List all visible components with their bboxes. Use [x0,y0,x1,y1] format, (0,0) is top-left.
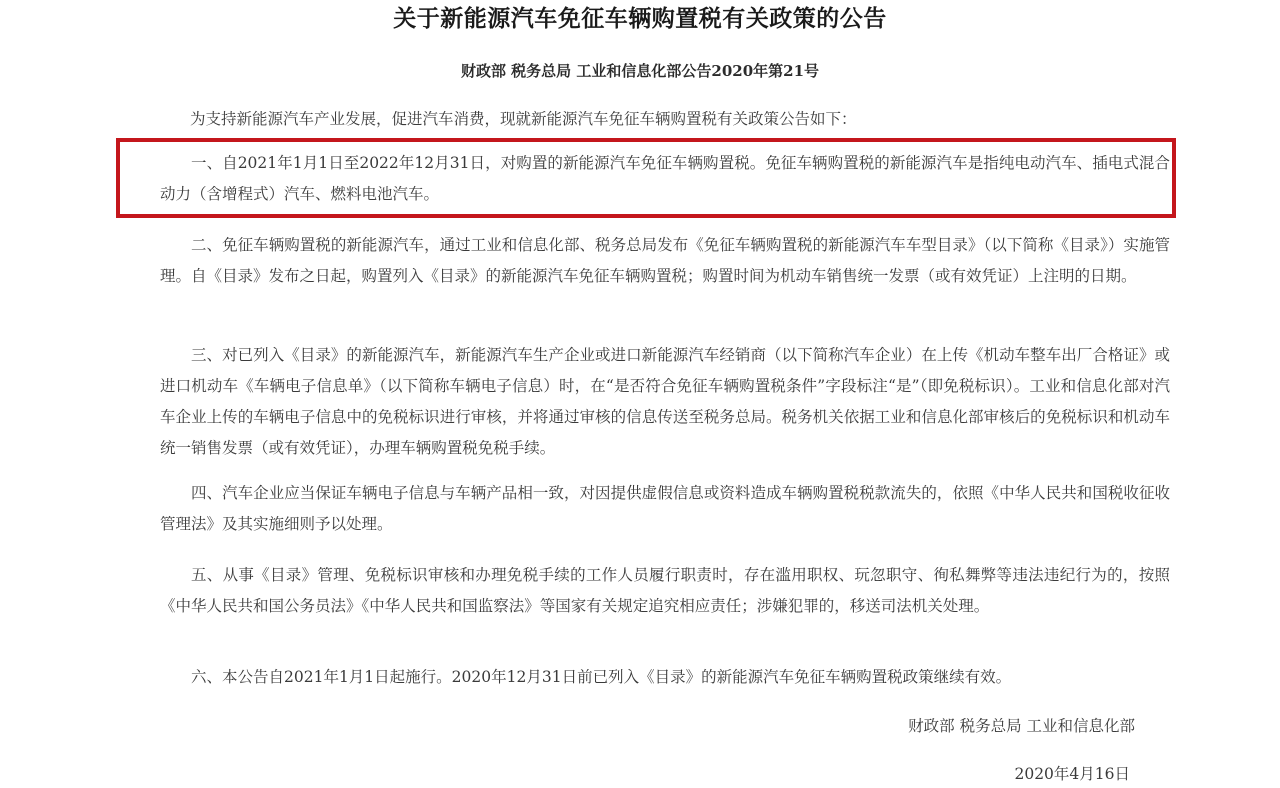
signature: 财政部 税务总局 工业和信息化部 [908,717,1135,735]
announcement-number: 财政部 税务总局 工业和信息化部公告2020年第21号 [460,62,820,80]
issue-date: 2020年4月16日 [1014,765,1130,783]
clause-2: 二、免征车辆购置税的新能源汽车，通过工业和信息化部、税务总局发布《免征车辆购置税的新能源汽车车型目录》（以下简称《目录》）实施管理。自《目录》发布之日起，购置列入《目录》的新能源汽车免征车辆购置税；购置时间为机动车销售统一发票（或有效凭证）上注明的日期。 [160,236,1170,285]
clause-3: 三、对已列入《目录》的新能源汽车，新能源汽车生产企业或进口新能源汽车经销商（以下简称汽车企业）在上传《机动车整车出厂合格证》或进口机动车《车辆电子信息单》（以下简称车辆电子信息）时，在“是否符合免征车辆购置税条件”字段标注“是”（即免税标识）。工业和信息化部对汽车企业上传的车辆电子信息中的免税标识进行审核，并将通过审核的信息传送至税务总局。税务机关依据工业和信息化部审核后的免税标识和机动车统一销售发票（或有效凭证），办理车辆购置税免税手续。 [160,346,1170,457]
page-title: 关于新能源汽车免征车辆购置税有关政策的公告 [393,6,887,32]
clause-1: 一、自2021年1月1日至2022年12月31日，对购置的新能源汽车免征车辆购置税。免征车辆购置税的新能源汽车是指纯电动汽车、插电式混合动力（含增程式）汽车、燃料电池汽车。 [160,154,1170,203]
clause-4: 四、汽车企业应当保证车辆电子信息与车辆产品相一致，对因提供虚假信息或资料造成车辆购置税税款流失的，依照《中华人民共和国税收征收管理法》及其实施细则予以处理。 [160,484,1170,533]
intro-paragraph: 为支持新能源汽车产业发展，促进汽车消费，现就新能源汽车免征车辆购置税有关政策公告如下： [190,110,857,128]
clause-5: 五、从事《目录》管理、免税标识审核和办理免税手续的工作人员履行职责时，存在滥用职权、玩忽职守、徇私舞弊等违法违纪行为的，按照《中华人民共和国公务员法》《中华人民共和国监察法》等国家有关规定追究相应责任；涉嫌犯罪的，移送司法机关处理。 [160,566,1170,615]
clause-6: 六、本公告自2021年1月1日起施行。2020年12月31日前已列入《目录》的新能源汽车免征车辆购置税政策继续有效。 [191,668,1012,686]
